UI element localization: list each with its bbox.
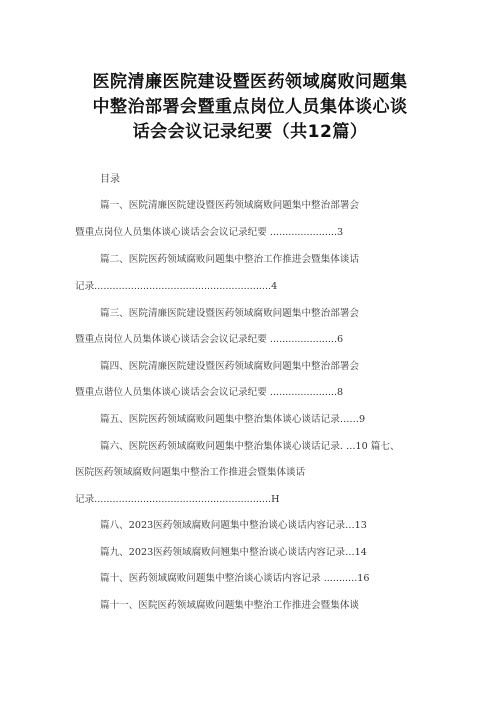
toc-line: 篇三、医院清廉医院建设暨医药领域腐败问题集中整治部署会 (100, 308, 360, 319)
title-line-2: 中整治部署会暨重点岗位人员集体谈心谈 (92, 97, 408, 117)
title-line-1: 医院清廉医院建设暨医药领域腐败问题集 (92, 72, 408, 92)
toc-line: 篇一、医院清廉医院建设暨医药领域腐败问题集中整治部署会 (100, 200, 360, 211)
toc-label: 目录 (100, 174, 120, 185)
toc-line: 篇十、医药领域腐败问题集中整治谈心谈话内容记录 ...........16 (100, 573, 370, 584)
toc-line: 篇六、医院医药领域腐败问题集中整治集体谈心谈话记录. …10 篇七、 (100, 441, 400, 452)
toc-line: 暨重点岗位人员集体谈心谈话会会议记录纪要 ......................6 (75, 334, 344, 345)
toc-line: 篇二、医院医药领域腐败问题集中整治工作推进会暨集体谈话 (100, 254, 360, 265)
toc-line: 记录..........................................................4 (75, 281, 278, 292)
toc-line: 记录..........................................................H (75, 494, 280, 505)
toc-line: 暨重点岗位人员集体谈心谈话会会议记录纪要 ......................3 (75, 227, 344, 238)
toc-line: 医院医药领域腐败问题集中整治工作推进会暨集体谈话 (75, 467, 306, 478)
toc-line: 篇十一、医院医药领域腐败问题集中整治工作推进会暨集体谈 (100, 600, 360, 611)
toc-line: 篇九、2023医药领域腐败问翘集中整治谈心谈话内容记录…14 (100, 547, 367, 558)
toc-line: 暨重点谐位人员集体谈心谈话会会议记录纪要 ......................8 (75, 387, 344, 398)
toc-line: 篇五、医院医药领域腐败问题集中整治集体谈心谈话记录……9 (100, 414, 366, 425)
title-line-3: 话会会议记录纪要（共12篇） (132, 122, 368, 142)
toc-line: 篇八、2023医药领域腐败问题集中整治谈心谈话内容记录…13 (100, 520, 367, 531)
toc-line: 篇四、医院清廉医院建设暨医药领域腐败问题集中整治部署会 (100, 361, 360, 372)
document-title (70, 70, 430, 145)
